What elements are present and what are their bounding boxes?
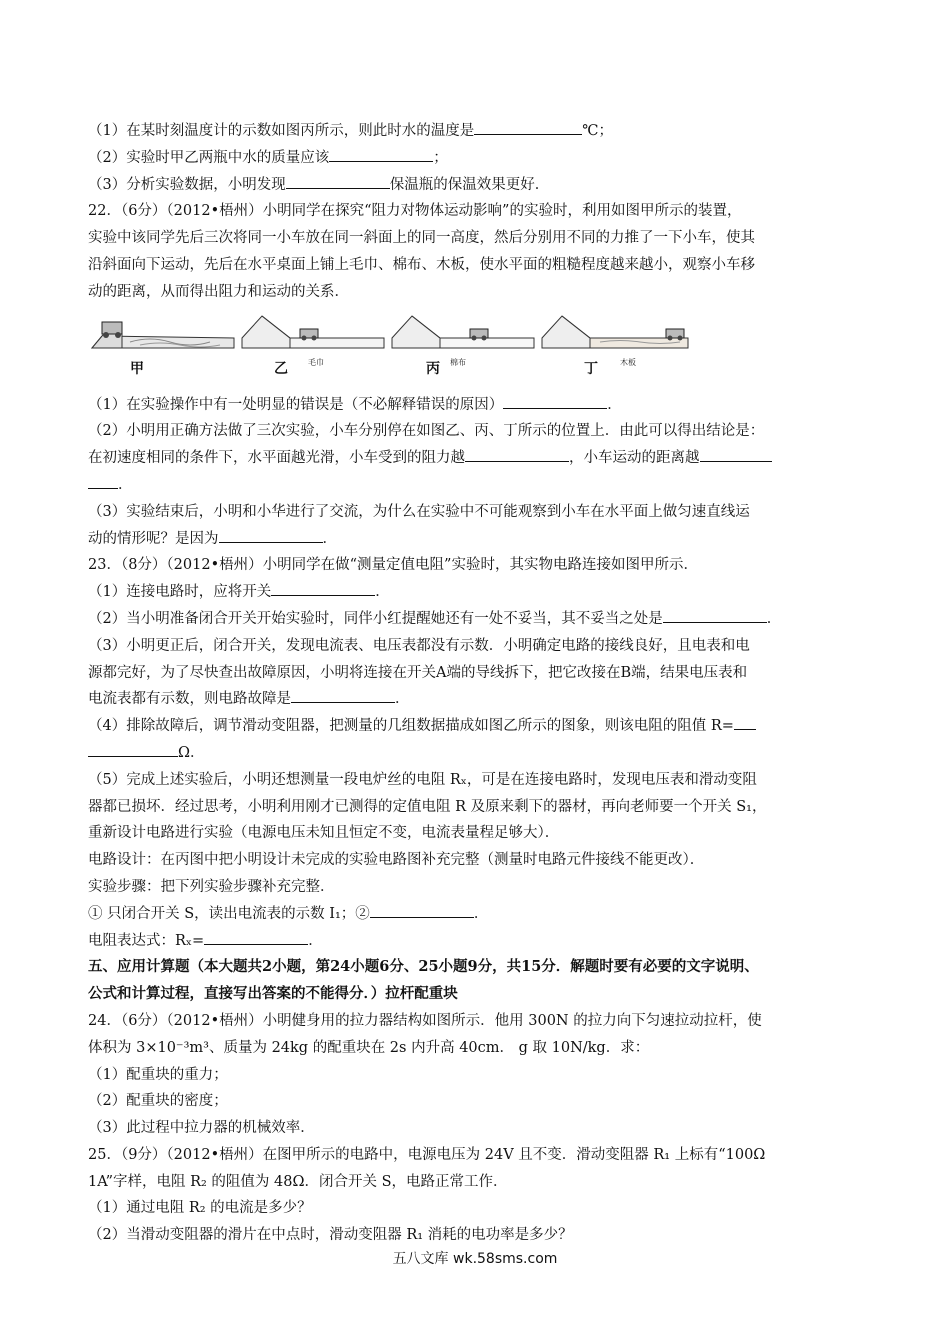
figure-ding: 木板 丁	[540, 312, 690, 362]
q23-sub4-line1: （4）排除故障后，调节滑动变阻器，把测量的几组数据描成如图乙所示的图象，则该电阻的阻值 R=	[88, 713, 878, 740]
ramp-cart-diagram	[240, 312, 385, 352]
q24-sub1: （1）配重块的重力；	[88, 1066, 228, 1083]
q23-design: 电路设计：在丙图中把小明设计未完成的实验电路图补充完整（测量时电路元件接线不能更改）．	[88, 852, 705, 869]
document-body	[88, 118, 878, 1249]
answer-blank[interactable]	[219, 526, 323, 543]
q22-sub3-line1: （3）实验结束后，小明和小华进行了交流，为什么在实验中不可能观察到小车在水平面上做匀速直线运	[88, 503, 750, 520]
answer-blank[interactable]	[329, 145, 433, 162]
q22-sub2-line1: （2）小明用正确方法做了三次实验，小车分别停在如图乙、丙、丁所示的位置上．由此可以得出结论是：	[88, 423, 765, 440]
answer-blank[interactable]	[474, 118, 582, 135]
q23-sub3-line3: 电流表都有示数，则电路故障是 ．	[88, 686, 878, 713]
q23-sub5-line2: 器都已损坏．经过思考，小明利用刚才已测得的定值电阻 R 及原来剩下的器材，再向老师要一个开关 S₁，	[88, 798, 767, 815]
answer-blank[interactable]	[700, 445, 772, 462]
answer-blank[interactable]	[503, 392, 607, 409]
section5-heading-line1: 五、应用计算题（本大题共2小题，第24小题6分、25小题9分，共15分．解题时要有必要的文字说明、	[88, 958, 759, 976]
ramp-cart-diagram	[390, 312, 535, 352]
figure-bing: 棉布 丙	[390, 312, 535, 362]
q22-sub1: （1）在实验操作中有一处明显的错误是（不必解释错误的原因） ．	[88, 392, 878, 419]
answer-blank[interactable]	[271, 579, 375, 596]
q21-part1: （1）在某时刻温度计的示数如图丙所示，则此时水的温度是 ℃；	[88, 118, 878, 145]
answer-blank[interactable]	[291, 686, 395, 703]
q22-sub2-line3: ．	[88, 472, 878, 499]
q23-expression: 电阻表达式：Rₓ= ．	[88, 928, 878, 955]
q22-stem-line3: 沿斜面向下运动，先后在水平桌面上铺上毛巾、棉布、木板，使水平面的粗糙程度越来越小，观察小车移	[88, 256, 755, 273]
answer-blank[interactable]	[734, 713, 756, 730]
q21-part2: （2）实验时甲乙两瓶中水的质量应该 ；	[88, 145, 878, 172]
q21-part3: （3）分析实验数据，小明发现 保温瓶的保温效果更好．	[88, 172, 878, 199]
answer-blank[interactable]	[663, 606, 767, 623]
q22-stem-line2: 实验中该同学先后三次将同一小车放在同一斜面上的同一高度，然后分别用不同的力推了一下小车，使其	[88, 230, 755, 247]
q22-stem-line4: 动的距离，从而得出阻力和运动的关系．	[88, 283, 349, 300]
figure-jia: 甲	[90, 312, 235, 362]
answer-blank[interactable]	[465, 445, 569, 462]
q23-sub5-line3: 重新设计电路进行实验（电源电压未知且恒定不变，电流表量程足够大）．	[88, 825, 560, 842]
section5-heading-line2: 公式和计算过程，直接写出答案的不能得分．）拉杆配重块	[88, 985, 458, 1003]
q22-sub2-line2: 在初速度相同的条件下，水平面越光滑，小车受到的阻力越 ，小车运动的距离越	[88, 445, 878, 472]
q23-sub3-line2: 源都完好，为了尽快查出故障原因，小明将连接在开关A端的导线拆下，把它改接在B端，结果电压表和	[88, 664, 748, 681]
q25-sub1: （1）通过电阻 R₂ 的电流是多少？	[88, 1200, 312, 1217]
answer-blank[interactable]	[286, 172, 390, 189]
q25-stem-line1: 25．（9分）（2012•梧州）在图甲所示的电路中，电源电压为 24V 且不变．滑动变阻器 R₁ 上标有“100Ω	[88, 1146, 766, 1163]
q25-sub2: （2）当滑动变阻器的滑片在中点时，滑动变阻器 R₁ 消耗的电功率是多少？	[88, 1227, 573, 1244]
q23-stem: 23．（8分）（2012•梧州）小明同学在做“测量定值电阻”实验时，其实物电路连接如图甲所示．	[88, 557, 698, 574]
q22-sub3-line2: 动的情形呢？是因为 ．	[88, 526, 878, 553]
q23-sub5-line1: （5）完成上述实验后，小明还想测量一段电炉丝的电阻 Rₓ，可是在连接电路时，发现电压表和滑动变阻	[88, 771, 757, 788]
ramp-cart-diagram	[540, 312, 690, 352]
q24-stem-line2: 体积为 3×10⁻³m³、质量为 24kg 的配重块在 2s 内升高 40cm． g 取 10N/kg．求：	[88, 1039, 650, 1056]
q23-sub1: （1）连接电路时，应将开关 ．	[88, 579, 878, 606]
figure-yi: 毛巾 乙	[240, 312, 385, 362]
q23-step1: ① 只闭合开关 S，读出电流表的示数 I₁；② ．	[88, 901, 878, 928]
q24-sub2: （2）配重块的密度；	[88, 1093, 228, 1110]
q25-stem-line2: 1A”字样，电阻 R₂ 的阻值为 48Ω．闭合开关 S，电路正常工作．	[88, 1173, 508, 1190]
ramp-cart-diagram	[90, 312, 235, 352]
answer-blank[interactable]	[88, 740, 178, 757]
q23-sub2: （2）当小明准备闭合开关开始实验时，同伴小红提醒她还有一处不妥当，其不妥当之处是 ．	[88, 606, 878, 633]
q22-stem-line1: 22．（6分）（2012•梧州）小明同学在探究“阻力对物体运动影响”的实验时，利用如图甲所示的装置，	[88, 203, 742, 220]
q23-sub4-line2: Ω．	[88, 740, 878, 767]
answer-blank[interactable]	[204, 928, 308, 945]
q24-stem-line1: 24．（6分）（2012•梧州）小明健身用的拉力器结构如图所示．他用 300N 的拉力向下匀速拉动拉杆，使	[88, 1012, 762, 1029]
q24-sub3: （3）此过程中拉力器的机械效率．	[88, 1120, 315, 1137]
answer-blank[interactable]	[88, 472, 118, 489]
q23-sub3-line1: （3）小明更正后，闭合开关，发现电流表、电压表都没有示数．小明确定电路的接线良好，且电表和电	[88, 637, 750, 654]
footer-watermark: 五八文库 wk.58sms.com	[392, 1251, 558, 1267]
q23-steps: 实验步骤：把下列实验步骤补充完整．	[88, 878, 335, 895]
q22-figures	[88, 312, 878, 392]
answer-blank[interactable]	[370, 901, 474, 918]
